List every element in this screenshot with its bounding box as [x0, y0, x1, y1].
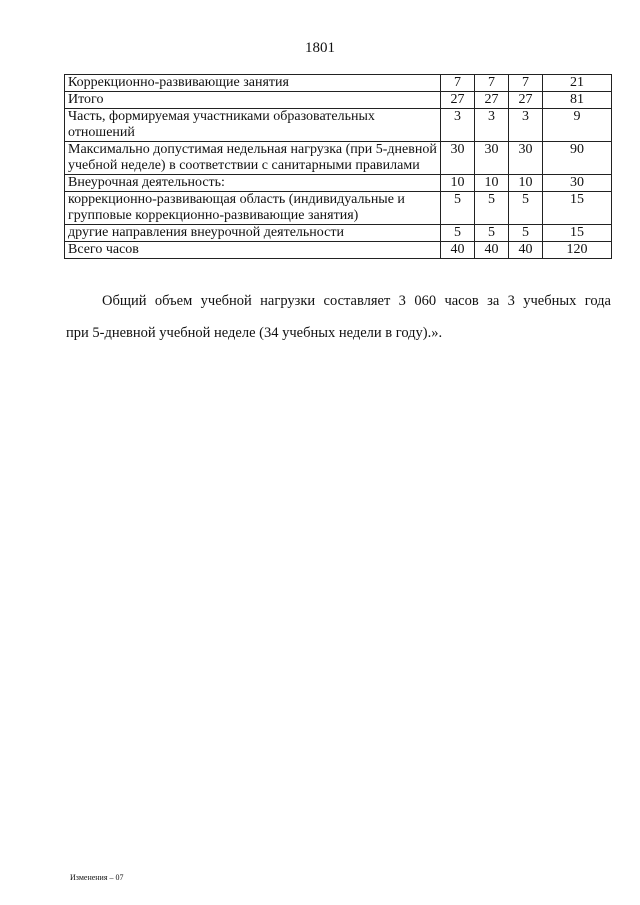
table-row — [65, 175, 612, 192]
cell-grade-1: 7 — [441, 75, 475, 92]
cell-grade-2: 5 — [475, 192, 509, 225]
cell-total: 15 — [543, 192, 612, 225]
cell-grade-1: 40 — [441, 242, 475, 259]
table-row — [65, 192, 612, 225]
cell-total: 81 — [543, 92, 612, 109]
cell-grade-3: 27 — [509, 92, 543, 109]
cell-total: 9 — [543, 109, 612, 142]
table-row — [65, 75, 612, 92]
cell-grade-3: 10 — [509, 175, 543, 192]
cell-grade-1: 27 — [441, 92, 475, 109]
cell-grade-2: 30 — [475, 142, 509, 175]
cell-total: 120 — [543, 242, 612, 259]
cell-grade-3: 40 — [509, 242, 543, 259]
cell-total: 90 — [543, 142, 612, 175]
cell-total: 30 — [543, 175, 612, 192]
table-row — [65, 242, 612, 259]
cell-grade-1: 10 — [441, 175, 475, 192]
table-row — [65, 225, 612, 242]
summary-paragraph-line-1: Общий объем учебной нагрузки составляет 3 060 часов за 3 учебных года — [102, 293, 611, 309]
table-row — [65, 92, 612, 109]
cell-total: 21 — [543, 75, 612, 92]
row-name: Всего часов — [65, 242, 441, 259]
cell-grade-1: 5 — [441, 192, 475, 225]
row-name: коррекционно-развивающая область (индивидуальные и групповые коррекционно-развивающие занятия) — [65, 192, 441, 225]
cell-grade-1: 30 — [441, 142, 475, 175]
study-load-table — [64, 74, 612, 259]
row-name: Часть, формируемая участниками образовательных отношений — [65, 109, 441, 142]
page-number: 1801 — [305, 40, 335, 56]
row-name: Внеурочная деятельность: — [65, 175, 441, 192]
cell-grade-2: 27 — [475, 92, 509, 109]
summary-paragraph-line-2: при 5-дневной учебной неделе (34 учебных недели в году).». — [66, 325, 443, 341]
row-name: Коррекционно-развивающие занятия — [65, 75, 441, 92]
cell-grade-3: 3 — [509, 109, 543, 142]
cell-grade-2: 40 — [475, 242, 509, 259]
row-name: другие направления внеурочной деятельности — [65, 225, 441, 242]
cell-grade-2: 5 — [475, 225, 509, 242]
cell-grade-2: 3 — [475, 109, 509, 142]
row-name: Максимально допустимая недельная нагрузка (при 5-дневной учебной неделе) в соответствии с санитарными правилами — [65, 142, 441, 175]
cell-total: 15 — [543, 225, 612, 242]
cell-grade-3: 5 — [509, 225, 543, 242]
row-name: Итого — [65, 92, 441, 109]
cell-grade-3: 5 — [509, 192, 543, 225]
cell-grade-2: 7 — [475, 75, 509, 92]
cell-grade-1: 3 — [441, 109, 475, 142]
cell-grade-1: 5 — [441, 225, 475, 242]
cell-grade-2: 10 — [475, 175, 509, 192]
cell-grade-3: 7 — [509, 75, 543, 92]
table-row — [65, 109, 612, 142]
cell-grade-3: 30 — [509, 142, 543, 175]
footer-note: Изменения – 07 — [70, 873, 124, 882]
table-row — [65, 142, 612, 175]
